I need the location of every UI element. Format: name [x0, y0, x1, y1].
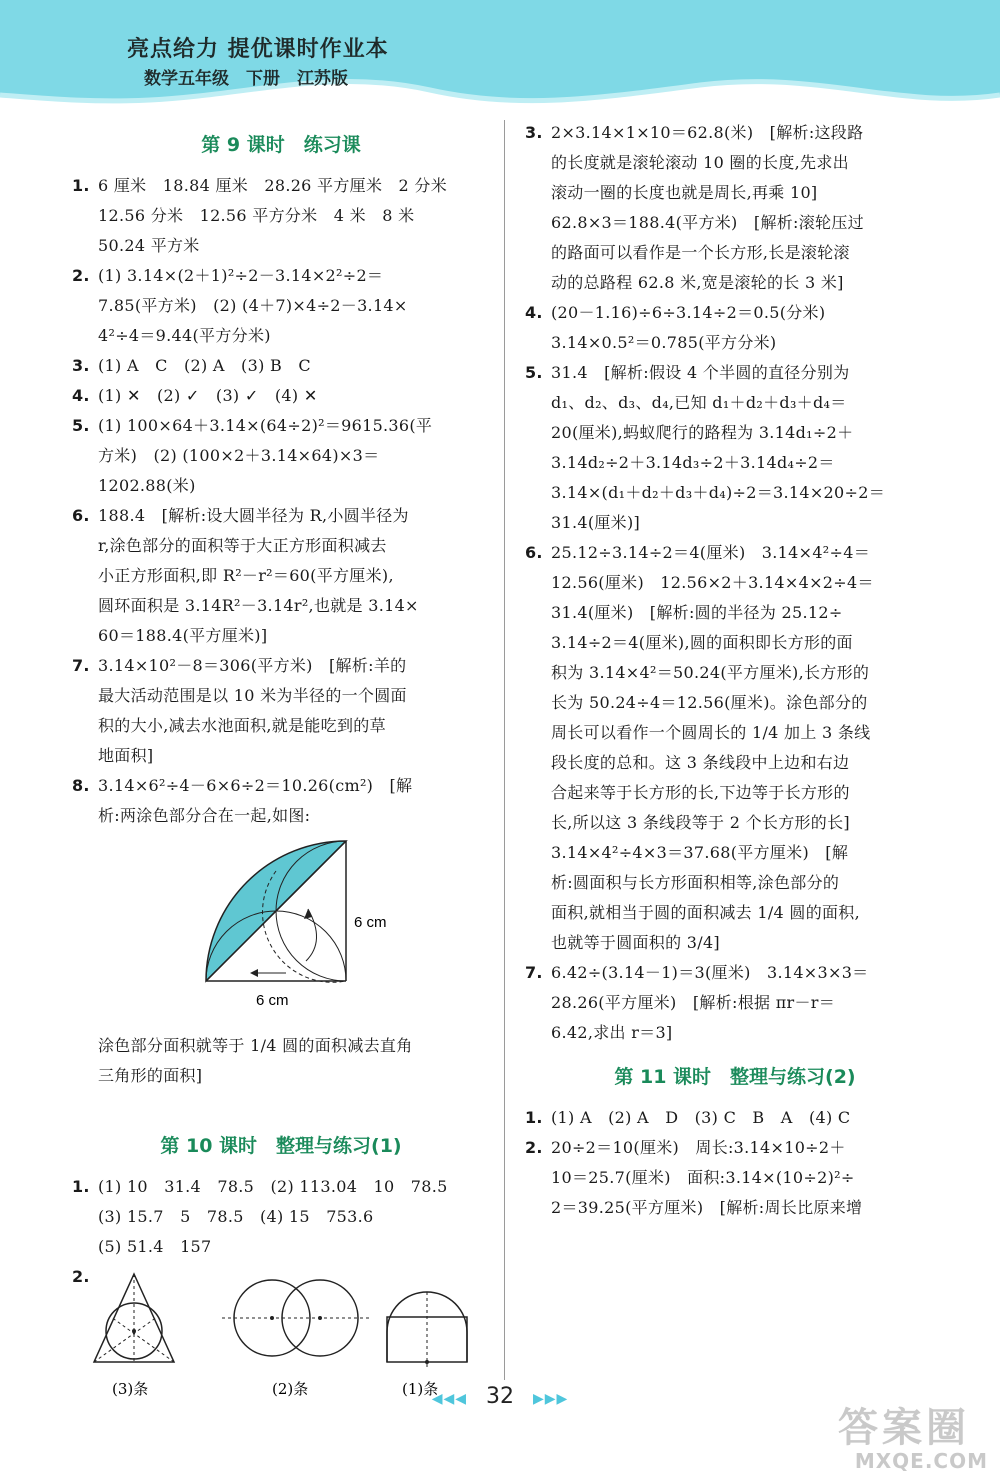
item-line: 圆环面积是 3.14R²－3.14r²,也就是 3.14×: [98, 596, 419, 615]
item-number: 5.: [72, 416, 90, 435]
answer-item: [525, 1103, 945, 1133]
item-line: 滚动一圈的长度也就是周长,再乘 10]: [551, 183, 818, 202]
answer-item: [72, 351, 490, 381]
answer-item: [72, 1172, 490, 1262]
item-line: 6 厘米 18.84 厘米 28.26 平方厘米 2 分米: [98, 176, 448, 195]
answer-item: [525, 1133, 945, 1223]
item-line: 31.4(厘米)]: [551, 513, 641, 532]
watermark-url: MXQE.COM: [854, 1449, 988, 1473]
item-line: (5) 51.4 157: [98, 1237, 212, 1256]
item-line: 4²÷4＝9.44(平方分米): [98, 326, 271, 345]
section-9-items: [72, 171, 490, 831]
section-title-11: 第 11 课时 整理与练习(2): [614, 1066, 856, 1088]
figure-bottom-label: 6 cm: [256, 992, 289, 1009]
item-line: 段长度的总和。这 3 条线段中上边和右边: [551, 753, 850, 772]
item-line: 长,所以这 3 条线段等于 2 个长方形的长]: [551, 813, 850, 832]
section-title-10: 第 10 课时 整理与练习(1): [160, 1135, 402, 1157]
item-number: 1.: [72, 1177, 90, 1196]
item-line: 60＝188.4(平方厘米)]: [98, 626, 268, 645]
item-number: 1.: [525, 1108, 543, 1127]
item-line: 188.4 [解析:设大圆半径为 R,小圆半径为: [98, 506, 409, 525]
left-column: [72, 130, 490, 1402]
column-divider: [504, 120, 505, 1380]
book-subtitle: 数学五年级 下册 江苏版: [144, 69, 348, 89]
item-number: 6.: [525, 543, 543, 562]
item-line: 的路面可以看作是一个长方形,长是滚轮滚: [551, 243, 850, 262]
brand-title: 亮点给力 提优课时作业本: [127, 37, 389, 62]
item-line: 3.14×0.5²＝0.785(平方分米): [551, 333, 777, 352]
item-number: 7.: [72, 656, 90, 675]
tail-line: 三角形的面积]: [98, 1066, 203, 1085]
page-number: 32: [486, 1384, 514, 1409]
item-line: (3) 15.7 5 78.5 (4) 15 753.6: [98, 1207, 374, 1226]
item-line: 析:两涂色部分合在一起,如图:: [98, 806, 311, 825]
answer-item: [72, 411, 490, 501]
watermark-logo: 答案圈: [838, 1405, 970, 1451]
item-line: 28.26(平方厘米) [解析:根据 πr－r＝: [551, 993, 836, 1012]
item-line: (1) ✕ (2) ✓ (3) ✓ (4) ✕: [98, 386, 318, 405]
item-line: 也就等于圆面积的 3/4]: [551, 933, 720, 952]
item-line: 地面积]: [98, 746, 154, 765]
item-line: 析:圆面积与长方形面积相等,涂色部分的: [551, 873, 840, 892]
item-line: 20÷2＝10(厘米) 周长:3.14×10÷2＋: [551, 1138, 846, 1157]
section-9-tail: [72, 1031, 490, 1091]
item-number: 6.: [72, 506, 90, 525]
answer-item: [72, 381, 490, 411]
item-line: 方米) (2) (100×2＋3.14×64)×3＝: [98, 446, 380, 465]
item-number: 2.: [72, 1267, 90, 1286]
item-line: 面积,就相当于圆的面积减去 1/4 圆的面积,: [551, 903, 860, 922]
item-line: 10＝25.7(厘米) 面积:3.14×(10÷2)²÷: [551, 1168, 855, 1187]
item-line: 3.14d₂÷2＋3.14d₃÷2＋3.14d₄÷2＝: [551, 453, 835, 472]
figure-side-label: 6 cm: [354, 914, 387, 931]
item-line: 3.14÷2＝4(厘米),圆的面积即长方形的面: [551, 633, 853, 652]
section-10-items: [72, 1172, 490, 1286]
item-number: 3.: [72, 356, 90, 375]
item-line: 3.14×6²÷4－6×6÷2＝10.26(cm²) [解: [98, 776, 413, 795]
item-line: 25.12÷3.14÷2＝4(厘米) 3.14×4²÷4＝: [551, 543, 870, 562]
item-number: 2.: [72, 266, 90, 285]
item-line: 动的总路程 62.8 米,宽是滚轮的长 3 米]: [551, 273, 844, 292]
item-line: 12.56 分米 12.56 平方分米 4 米 8 米: [98, 206, 415, 225]
item-line: (1) A C (2) A (3) B C: [98, 356, 311, 375]
item-line: 31.4 [解析:假设 4 个半圆的直径分别为: [551, 363, 850, 382]
item-line: 31.4(厘米) [解析:圆的半径为 25.12÷: [551, 603, 843, 622]
answer-item: [72, 261, 490, 351]
right-arrows-icon: ▶▶▶: [533, 1391, 569, 1407]
answer-item: [525, 538, 945, 958]
answer-item: [72, 501, 490, 651]
item-line: 1202.88(米): [98, 476, 196, 495]
item-number: 2.: [525, 1138, 543, 1157]
shape-label: (3)条: [112, 1380, 149, 1398]
item-line: 合起来等于长方形的长,下边等于长方形的: [551, 783, 850, 802]
item-line: 积为 3.14×4²＝50.24(平方厘米),长方形的: [551, 663, 870, 682]
item-line: 3.14×10²－8＝306(平方米) [解析:羊的: [98, 656, 407, 675]
item-line: 3.14×4²÷4×3＝37.68(平方厘米) [解: [551, 843, 849, 862]
item-line: (1) 100×64＋3.14×(64÷2)²＝9615.36(平: [98, 416, 433, 435]
item-line: 62.8×3＝188.4(平方米) [解析:滚轮压过: [551, 213, 864, 232]
item-number: 3.: [525, 123, 543, 142]
item-line: 50.24 平方米: [98, 236, 200, 255]
section-title-9: 第 9 课时 练习课: [201, 134, 361, 156]
answer-item: [72, 651, 490, 771]
item-line: r,涂色部分的面积等于大正方形面积减去: [98, 536, 387, 555]
item-line: 7.85(平方米) (2) (4＋7)×4÷2－3.14×: [98, 296, 408, 315]
item-line: 2＝39.25(平方厘米) [解析:周长比原来增: [551, 1198, 863, 1217]
shape-label: (2)条: [272, 1380, 309, 1398]
item-line: 12.56(厘米) 12.56×2＋3.14×4×2÷4＝: [551, 573, 874, 592]
item-line: 的长度就是滚轮滚动 10 圈的长度,先求出: [551, 153, 849, 172]
item-line: 周长可以看作一个圆周长的 1/4 加上 3 条线: [551, 723, 871, 742]
item-line: 长为 50.24÷4＝12.56(厘米)。涂色部分的: [551, 693, 868, 712]
item-line: 20(厘米),蚂蚁爬行的路程为 3.14d₁÷2＋: [551, 423, 854, 442]
item-line: (20－1.16)÷6÷3.14÷2＝0.5(分米): [551, 303, 826, 322]
item-number: 1.: [72, 176, 90, 195]
item-number: 7.: [525, 963, 543, 982]
right-items: [525, 118, 945, 1048]
right-column: [525, 118, 945, 1223]
item-number: 8.: [72, 776, 90, 795]
item-line: (1) 10 31.4 78.5 (2) 113.04 10 78.5: [98, 1177, 448, 1196]
item-line: 2×3.14×1×10＝62.8(米) [解析:这段路: [551, 123, 864, 142]
answer-item: [525, 118, 945, 298]
item-line: (1) A (2) A D (3) C B A (4) C: [551, 1108, 851, 1127]
figure-shapes: [72, 1262, 490, 1402]
item-line: 6.42,求出 r＝3]: [551, 1023, 673, 1042]
answer-item: [72, 771, 490, 831]
tail-line: 涂色部分面积就等于 1/4 圆的面积减去直角: [98, 1036, 413, 1055]
item-number: 4.: [525, 303, 543, 322]
header-band: [0, 0, 1000, 110]
item-line: 6.42÷(3.14－1)＝3(厘米) 3.14×3×3＝: [551, 963, 869, 982]
answer-item: [525, 958, 945, 1048]
item-line: (1) 3.14×(2＋1)²÷2－3.14×2²÷2＝: [98, 266, 384, 285]
answer-item: [72, 171, 490, 261]
item-number: 4.: [72, 386, 90, 405]
item-line: 最大活动范围是以 10 米为半径的一个圆面: [98, 686, 407, 705]
answer-item: [525, 298, 945, 358]
left-arrows-icon: ◀◀◀: [431, 1391, 467, 1407]
shape-label: (1)条: [402, 1380, 439, 1398]
item-line: d₁、d₂、d₃、d₄,已知 d₁＋d₂＋d₃＋d₄＝: [551, 393, 847, 412]
item-line: 积的大小,减去水池面积,就是能吃到的草: [98, 716, 386, 735]
answer-item: [525, 358, 945, 538]
section-11-items: [525, 1103, 945, 1223]
figure-quarter-circle: [72, 831, 490, 1031]
item-line: 3.14×(d₁＋d₂＋d₃＋d₄)÷2＝3.14×20÷2＝: [551, 483, 886, 502]
item-number: 5.: [525, 363, 543, 382]
item-line: 小正方形面积,即 R²－r²＝60(平方厘米),: [98, 566, 394, 585]
